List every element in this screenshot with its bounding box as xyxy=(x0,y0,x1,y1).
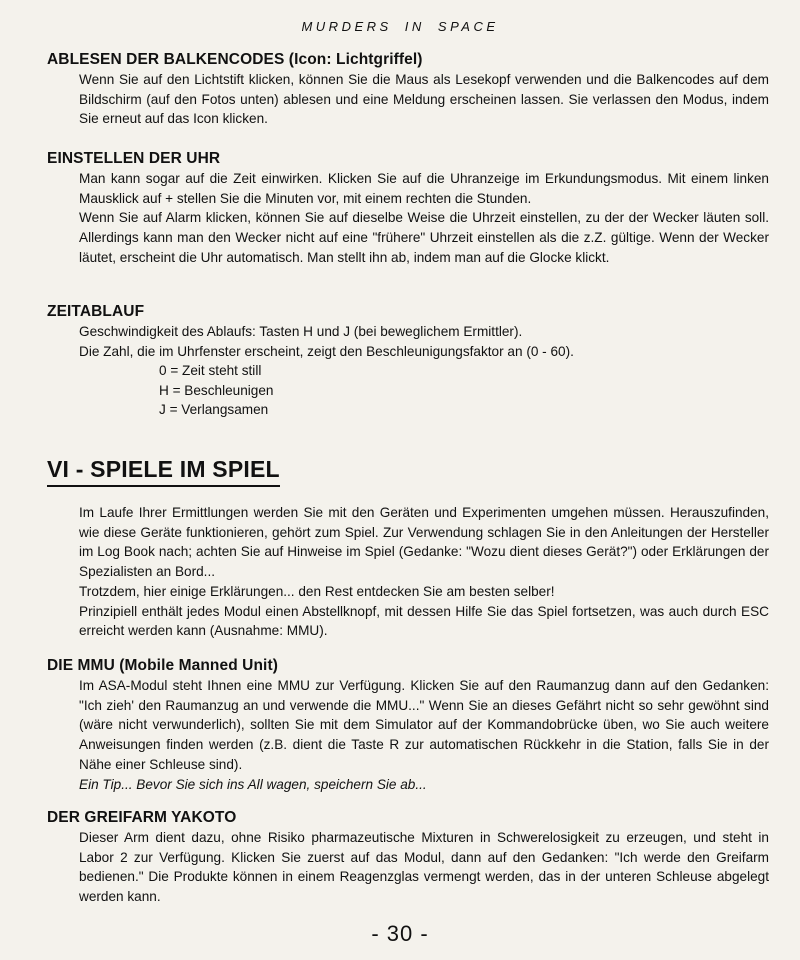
section-time-flow xyxy=(47,302,759,419)
section-body xyxy=(79,676,769,794)
section-body xyxy=(79,169,769,268)
paragraph: Ein Tip... Bevor Sie sich ins All wagen, speichern Sie ab... xyxy=(79,776,427,792)
paragraph: Man kann sogar auf die Zeit einwirken. Klicken Sie auf die Uhranzeige im Erkundungsmodus. Mit einem linken Mausklick auf + stellen Sie die Minuten vor, mit einem rechten die Stunden. xyxy=(79,171,769,206)
running-header: MURDERS IN SPACE xyxy=(301,19,499,34)
paragraph: Im Laufe Ihrer Ermittlungen werden Sie mit den Geräten und Experimenten umgehen müssen. Herauszufinden, wie diese Geräte funktionieren, gehört zum Spiel. Zur Verwendung schlagen Sie in den Anleitungen der Hersteller im Log Book nach; achten Sie auf Hinweise im Spiel (Gedanke: "Wozu dient dieses Gerät?") oder Erklärungen der Spezialisten an Bord... xyxy=(79,505,769,580)
paragraph: Wenn Sie auf Alarm klicken, können Sie auf dieselbe Weise die Uhrzeit einstellen, zu der der Wecker läuten soll. Allerdings kann man den Wecker nicht auf eine "frühere" Uhrzeit einstellen als die z.Z. gültige. Wenn der Wecker läutet, erscheint die Uhr automatisch. Man stellt ihn ab, indem man auf die Glocke klickt. xyxy=(79,210,769,265)
section-heading: DER GREIFARM YAKOTO xyxy=(47,809,237,826)
paragraph: Trotzdem, hier einige Erklärungen... den Rest entdecken Sie am besten selber! xyxy=(79,583,555,599)
key-list xyxy=(159,361,769,419)
page-number: - 30 - xyxy=(371,921,429,946)
section-body xyxy=(79,70,769,129)
section-heading: DIE MMU (Mobile Manned Unit) xyxy=(47,657,278,674)
chapter-heading: VI - SPIELE IM SPIEL xyxy=(47,455,280,487)
paragraph: Im ASA-Modul steht Ihnen eine MMU zur Verfügung. Klicken Sie auf den Raumanzug dann auf den Gedanken: "Ich zieh' den Raumanzug an und verwende die MMU..." Wenn Sie an dieses Gefährt nicht so sehr gewöhnt sind (wäre nicht verwunderlich), sollten Sie mit dem Simulator auf der Kommandobrücke üben, wo Sie auch weitere Anweisungen finden werden (z.B. dient die Taste R zur automatischen Rückkehr in die Station, falls Sie in der Nähe einer Schleuse sind). xyxy=(79,678,769,772)
section-body xyxy=(79,503,769,641)
list-item: 0 = Zeit steht still xyxy=(159,363,262,379)
chapter-games-in-game xyxy=(47,455,769,641)
section-heading: ZEITABLAUF xyxy=(47,303,145,320)
section-barcodes xyxy=(47,50,769,129)
paragraph: Geschwindigkeit des Ablaufs: Tasten H und J (bei beweglichem Ermittler). xyxy=(79,324,523,339)
list-item: J = Verlangsamen xyxy=(159,401,269,417)
section-yakoto-arm xyxy=(47,808,769,907)
section-body xyxy=(79,322,769,419)
list-item: H = Beschleunigen xyxy=(159,382,274,398)
paragraph: Prinzipiell enthält jedes Modul einen Abstellknopf, mit dessen Hilfe Sie das Spiel fortsetzen, was auch durch ESC erreicht werden kann (Ausnahme: MMU). xyxy=(79,603,769,639)
paragraph: Wenn Sie auf den Lichtstift klicken, können Sie die Maus als Lesekopf verwenden und die Balkencodes auf dem Bildschirm (auf den Fotos unten) ablesen und eine Meldung erscheinen lassen. Sie verlassen den Modus, indem Sie erneut auf das Icon klicken. xyxy=(79,72,769,127)
paragraph: Dieser Arm dient dazu, ohne Risiko pharmazeutische Mixturen in Schwerelosigkeit zu erzeugen, und steht in Labor 2 zur Verfügung. Klicken Sie zuerst auf das Modul, dann auf den Gedanken: "Ich werde den Greifarm bedienen." Die Produkte können in einem Reagenzglas vermengt werden, das in der unteren Schleuse abgelegt werden kann. xyxy=(79,830,769,905)
section-body xyxy=(79,828,769,907)
section-heading: ABLESEN DER BALKENCODES (Icon: Lichtgriffel) xyxy=(47,51,423,68)
paragraph: Die Zahl, die im Uhrfenster erscheint, zeigt den Beschleunigungsfaktor an (0 - 60). xyxy=(79,343,574,359)
section-clock xyxy=(47,149,769,268)
section-heading: EINSTELLEN DER UHR xyxy=(47,150,221,167)
section-mmu xyxy=(47,656,769,794)
